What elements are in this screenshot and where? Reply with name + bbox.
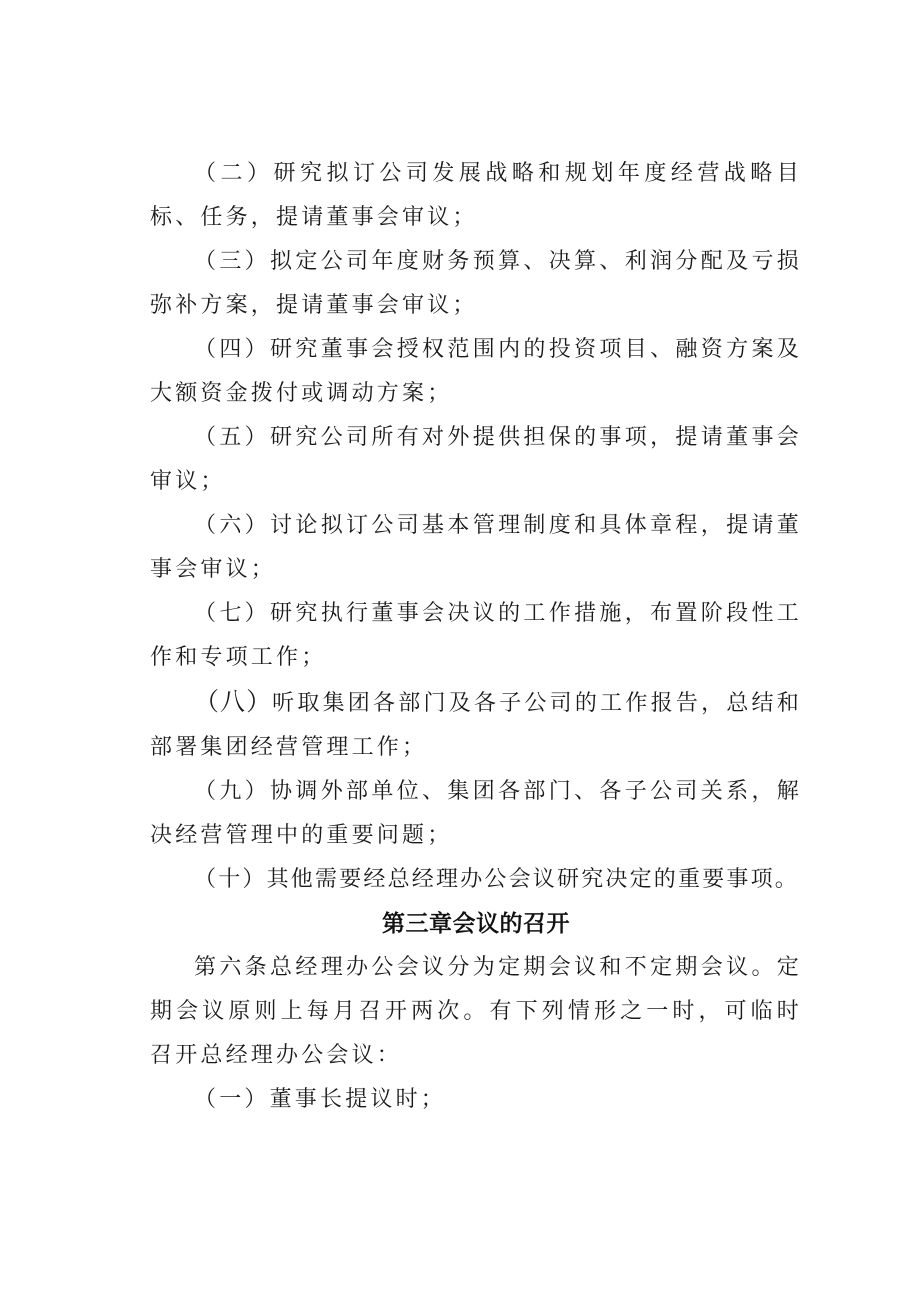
- document-body: [150, 152, 802, 1122]
- chapter-heading: 第三章会议的召开: [382, 911, 570, 937]
- list-item-6: （六）讨论拟订公司基本管理制度和具体章程，提请董事会审议；: [150, 513, 802, 582]
- list-item-8-text: 听取集团各部门及各子公司的工作报告，总结和部署集团经营管理工作；: [150, 691, 802, 760]
- list-item-7: （七）研究执行董事会决议的工作措施，布置阶段性工作和专项工作；: [150, 601, 802, 670]
- list-item-5: （五）研究公司所有对外提供担保的事项，提请董事会审议；: [150, 425, 802, 494]
- list-item-9: （九）协调外部单位、集团各部门、各子公司关系，解决经营管理中的重要问题；: [150, 779, 802, 848]
- sub-item-1: （一）董事长提议时；: [194, 1087, 447, 1112]
- list-item-4: （四）研究董事会授权范围内的投资项目、融资方案及大额资金拨付或调动方案；: [150, 337, 802, 406]
- list-item-2: （二）研究拟订公司发展战略和规划年度经营战略目标、任务，提请董事会审议；: [150, 161, 802, 230]
- list-item-8-prefix: （八）: [194, 687, 273, 716]
- list-item-8: [150, 680, 802, 770]
- list-item-3: （三）拟定公司年度财务预算、决算、利润分配及亏损弥补方案，提请董事会审议；: [150, 249, 802, 318]
- article-six: 第六条总经理办公会议分为定期会议和不定期会议。定期会议原则上每月召开两次。有下列情形之一时，可临时召开总经理办公会议：: [150, 955, 802, 1068]
- list-item-10: （十）其他需要经总经理办公会议研究决定的重要事项。: [194, 867, 800, 892]
